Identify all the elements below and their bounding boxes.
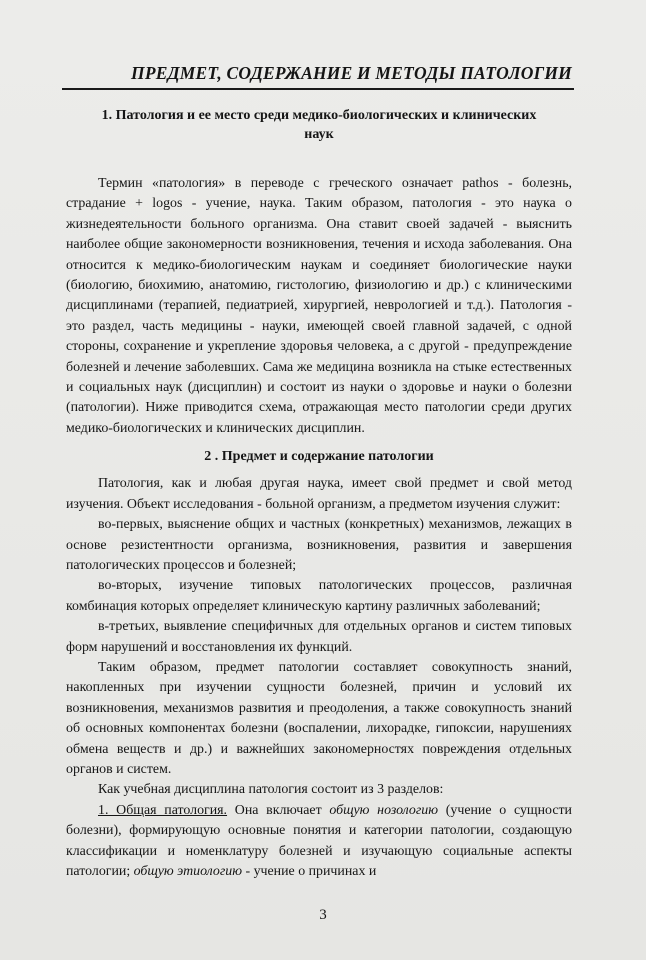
header-rule (62, 88, 574, 90)
part-1-heading: 1. Общая патология. (98, 802, 228, 818)
spacer (66, 144, 572, 174)
subject-item-2: во-вторых, изучение типовых патологических процессов, различная комбинация которых определяет клиническую картину различных заболеваний; (66, 578, 572, 614)
section-2-summary: Таким образом, предмет патологии составляет совокупность знаний, накопленных при изучении сущности болезней, причин и условий их возникновения, механизмов развития и преодоления, а также совокупность знаний об основных компонентах болезни (воспалении, лихорадке, гипоксии, нарушениях обмена веществ и др.) и важнейших закономерностях повреждения отдельных органов и систем. (66, 659, 572, 777)
section-2-intro: Патология, как и любая другая наука, имеет свой предмет и свой метод изучения. Объект исследования - больной организм, а предметом изучения служит: (66, 476, 572, 512)
section-2-title: 2 . Предмет и содержание патологии (204, 449, 434, 465)
subject-item-1: во-первых, выяснение общих и частных (конкретных) механизмов, лежащих в основе резистентности организма, возникновения, развития и завершения патологических процессов и болезней; (66, 517, 572, 573)
section-1-title: 1. Патология и ее место среди медико-биологических и клинических наук (101, 108, 537, 142)
term-general-etiology: общую этиологию (133, 864, 243, 879)
parts-intro: Как учебная дисциплина патология состоит из 3 разделов: (98, 782, 444, 798)
section-1-paragraph: Термин «патология» в переводе с греческого означает pathos - болезнь, страдание + logos - учение, наука. Таким образом, патология - это наука о жизнедеятельности больного организма. Она ставит своей задачей - выяснить наиболее общие закономерности возникновения, течения и исхода заболевания. Она относится к медико-биологическим наукам и соединяет биологические науки (биологию, биохимию, анатомию, гистологию, физиологию и др.) с клиническими дисциплинами (терапией, педиатрией, хирургией, неврологией и т.д.). Патология - это раздел, часть медицины - науки, имеющей своей главной задачей, с одной стороны, сохранение и укрепление здоровья человека, а с другой - предупреждение болезней и лечение заболевших. Сама же медицина возникла на стыке естественных и социальных наук (дисциплин) и состоит из науки о здоровье и науки о болезни (патологии). Ниже приводится схема, отражающая место патологии среди других медико-биологических и клинических дисциплин. (66, 176, 572, 436)
page-body (66, 106, 572, 882)
part-1-text: Она включает (227, 802, 330, 818)
part-1-text: (учение о сущности болезни), формирующую основные понятия и категории патологии, создающую классификации и номенклатуру болезней и изучающую социальные аспекты патологии; (66, 802, 572, 879)
term-general-nosology: общую нозологию (329, 802, 439, 818)
page-number: 3 (319, 907, 327, 923)
subject-item-3: в-третьих, выявление специфичных для отдельных органов и систем типовых форм нарушений и восстановления их функций. (66, 619, 572, 655)
part-1-text: - учение о причинах и (242, 864, 377, 879)
running-title: ПРЕДМЕТ, СОДЕРЖАНИЕ И МЕТОДЫ ПАТОЛОГИИ (131, 63, 572, 83)
part-1-paragraph (66, 801, 572, 883)
